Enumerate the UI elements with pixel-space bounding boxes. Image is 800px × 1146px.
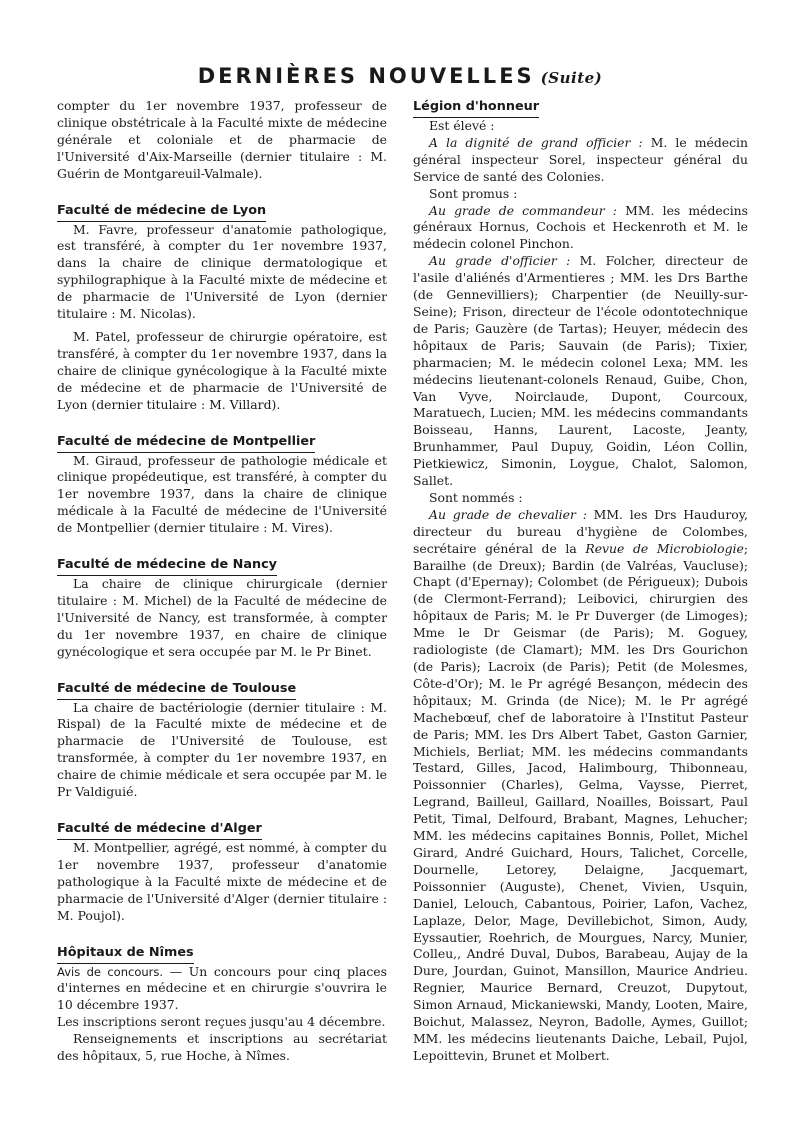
commandeur-text: MM. les médecins généraux Hornus, Cochois et Heckenroth et M. le médecin colonel Pinchon. <box>413 202 749 252</box>
section-montpellier <box>57 433 387 538</box>
section-nimes <box>57 944 387 1065</box>
grand-officier-label: A la dignité de grand officier : <box>429 134 643 150</box>
section-toulouse <box>57 680 387 801</box>
avis-text: — Un concours pour cinq places d'internes en médecine et en chirurgie s'ouvrira le 10 décembre 1937. <box>57 963 387 1013</box>
paragraph: M. Patel, professeur de chirurgie opératoire, est transféré, à compter du 1er novembre 1937, dans la chaire de clinique gynécologique à la Faculté mixte de médecine et de pharmacie de l'Université de Lyon (dernier titulaire : M. Villard). <box>57 328 387 412</box>
paragraph: Les inscriptions seront reçues jusqu'au 4 décembre. <box>57 1014 386 1030</box>
paragraph: La chaire de clinique chirurgicale (dernier titulaire : M. Michel) de la Faculté de médecine de l'Université de Nancy, est transformée, à compter du 1er novembre 1937, en chaire de clinique gynécologique et sera occupée par M. le Pr Binet. <box>57 576 387 659</box>
paragraph: M. Favre, professeur d'anatomie pathologique, est transféré, à compter du 1er novembre 1937, dans la chaire de clinique dermatologique et syphilographique à la Faculté mixte de médecine et de pharmacie de l'Université de Lyon (dernier titulaire : M. Nicolas). <box>57 221 387 322</box>
right-column <box>413 98 748 1065</box>
officier-text: M. Folcher, directeur de l'asile d'aliénés d'Armentieres ; MM. les Drs Barthe (de Gennevilliers); Charpentier (de Neuilly-sur-Seine); Frison, directeur de l'école odontotechnique de Paris; Gauzère (de Tartas); Heuyer, médecin des hôpitaux de Paris; Sauvain (de Paris); Tixier, pharmacien; M. le médecin colonel Lexa; MM. les médecins lieutenant-colonels Renaud, Guibe, Chon, Van Vyve, Noirclaude, Dupont, Courcoux, Maratuech, Lucien; MM. les médecins commandants Boisseau, Hanns, Laurent, Lacoste, Jeanty, Brunhammer, Paul Dupuy, Goidin, Léon Collin, Pietkiewicz, Simonin, Loygue, Chalot, Salomon, Sallet. <box>413 253 749 489</box>
heading-nimes: Hôpitaux de Nîmes <box>57 945 194 964</box>
heading-nancy: Faculté de médecine de Nancy <box>57 557 277 576</box>
heading-toulouse: Faculté de médecine de Toulouse <box>57 681 296 700</box>
intro-section <box>57 98 387 183</box>
heading-montpellier: Faculté de médecine de Montpellier <box>57 434 315 453</box>
page-title-suite: (Suite) <box>540 69 603 87</box>
section-alger <box>57 820 387 925</box>
paragraph <box>413 203 748 254</box>
chevalier-text-continued: ; Barailhe (de Dreux); Bardin (de Valréas, Vaucluse); Chapt (d'Epernay); Colombet (de Périgueux); Dubois (de Clermont-Ferrand); Leibovici, chirurgien des hôpitaux de Paris; M. le Pr Duverger (de Limoges); Mme le Dr Geismar (de Paris); M. Goguey, radiologiste (de Clamart); MM. les Drs Gourichon (de Paris); Lacroix (de Paris); Petit (de Molesmes, Côte-d'Or); M. le Pr agrégé Besançon, médecin des hôpitaux; M. Grinda (de Nice); M. le Pr agrégé Machebœuf, chef de laboratoire à l'Institut Pasteur de Paris; MM. les Drs Albert Tabet, Gaston Garnier, Michiels, Berliat; MM. les médecins commandants Testard, Gilles, Jacod, Halimbourg, Thibonneau, Poissonnier (Charles), Gelma, Vaysse, Pierret, Legrand, Bailleul, Gaillard, Noailles, Boissart, Paul Petit, Timal, Delfourd, Brabant, Magnes, Lehucher; MM. les médecins capitaines Bonnis, Pollet, Michel Girard, André Guichard, Hours, Talichet, Corcelle, Dournelle, Letorey, Delaigne, Jacquemart, Poissonnier (Auguste), Chenet, Vivien, Usquin, Daniel, Lelouch, Cabantous, Poirier, Lafon, Vachez, Laplaze, Delor, Mage, Devillebichot, Simon, Audy, Eyssautier, Roehrich, de Mourgues, Narcy, Munier, Colleu,, André Duval, Dubos, Barabeau, Aujay de la Dure, Jourdan, Guinot, Mansillon, Maurice Andrieu. Regnier, Maurice Bernard, Creuzot, Dupytout, Simon Arnaud, Mickaniewski, Mandy, Looten, Maire, Boichut, Malassez, Neyron, Badolle, Aymes, Guillot; MM. les médecins lieutenants Daiche, Lebail, Pujol, Lepoittevin, Brunet et Molbert. <box>413 540 748 1063</box>
paragraph <box>413 507 748 1065</box>
grand-officier-text: M. le médecin général inspecteur Sorel, inspecteur général du Service de santé des Colonies. <box>413 134 748 184</box>
paragraph: M. Montpellier, agrégé, est nommé, à compter du 1er novembre 1937, professeur d'anatomie pathologique à la Faculté mixte de médecine et de pharmacie de l'Université d'Alger (dernier titulaire : M. Poujol). <box>57 840 387 923</box>
avis-label: Avis de concours. <box>57 964 164 979</box>
page-title-text: DERNIÈRES NOUVELLES <box>197 64 535 88</box>
paragraph: Est élevé : <box>429 118 495 133</box>
paragraph <box>413 135 748 186</box>
paragraph: La chaire de bactériologie (dernier titulaire : M. Rispal) de la Faculté mixte de médecine et de pharmacie de l'Université de Toulouse, est transformée, à compter du 1er novembre 1937, en chaire de chimie médicale et sera occupée par M. le Pr Valdiguié. <box>57 699 387 800</box>
heading-legion-honneur: Légion d'honneur <box>413 99 539 118</box>
paragraph: Renseignements et inscriptions au secrétariat des hôpitaux, 5, rue Hoche, à Nîmes. <box>57 1031 387 1064</box>
section-lyon <box>57 202 387 414</box>
heading-alger: Faculté de médecine d'Alger <box>57 821 262 840</box>
page-title <box>0 64 800 88</box>
paragraph <box>413 253 748 490</box>
paragraph: Sont nommés : <box>429 489 523 505</box>
paragraph: M. Giraud, professeur de pathologie médicale et clinique propédeutique, est transféré, à compter du 1er novembre 1937, dans la chaire de clinique médicale à la Faculté de médecine de l'Université de Montpellier (dernier titulaire : M. Vires). <box>57 452 387 536</box>
intro-paragraph: compter du 1er novembre 1937, professeur de clinique obstétricale à la Faculté mixte de médecine générale et coloniale et de pharmacie de l'Université d'Aix-Marseille (dernier titulaire : M. Guérin de Montgareuil-Valmale). <box>57 98 387 181</box>
revue-title: Revue de Microbiologie <box>585 540 744 556</box>
paragraph: Sont promus : <box>429 185 518 201</box>
chevalier-label: Au grade de chevalier : <box>429 506 587 522</box>
chevalier-text: MM. les Drs Hauduroy, directeur du bureau d'hygiène de Colombes, secrétaire général de la <box>413 506 748 556</box>
paragraph <box>57 964 387 1015</box>
commandeur-label: Au grade de commandeur : <box>429 202 617 218</box>
left-column <box>57 98 387 1065</box>
section-nancy <box>57 556 387 661</box>
officier-label: Au grade d'officier : <box>429 253 571 269</box>
heading-lyon: Faculté de médecine de Lyon <box>57 203 266 222</box>
